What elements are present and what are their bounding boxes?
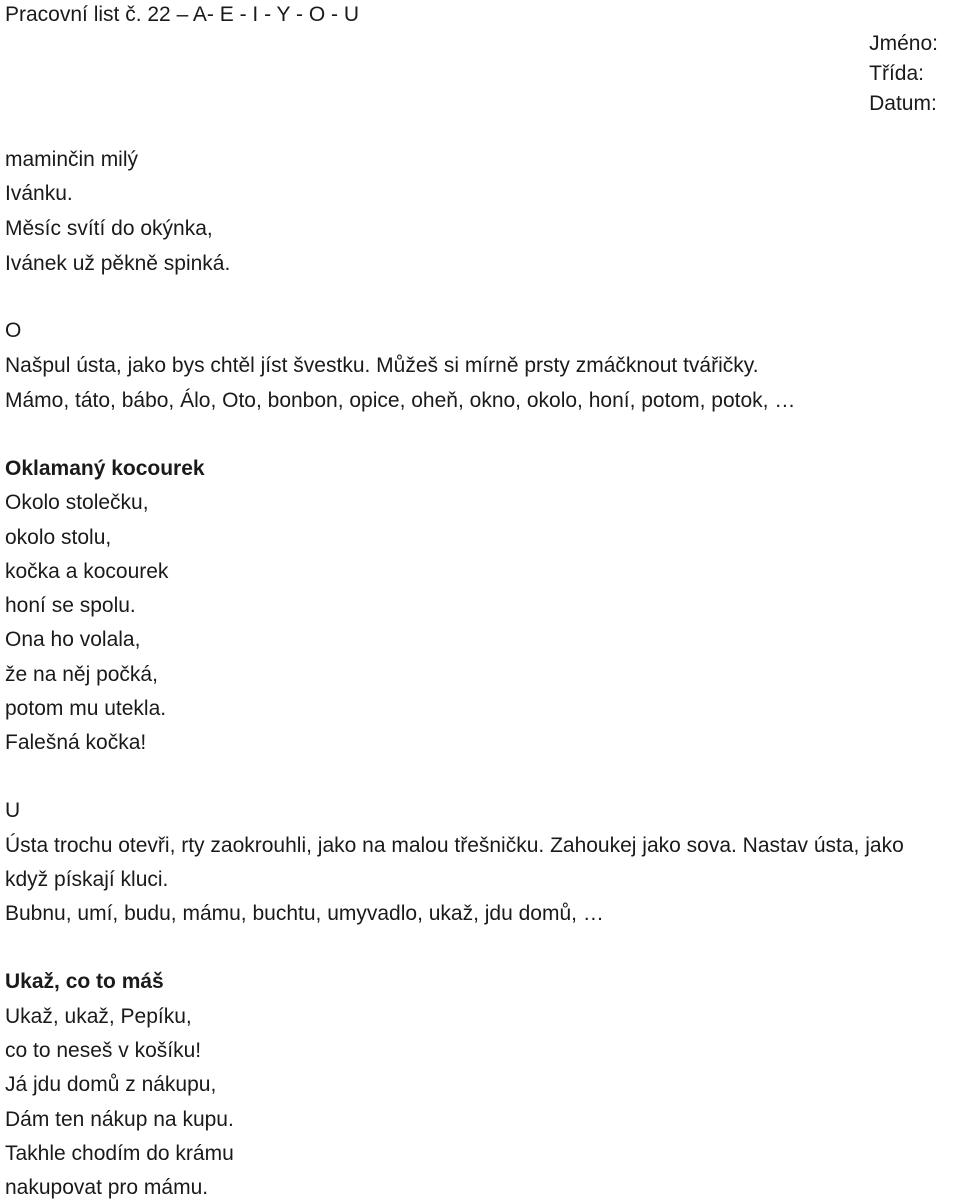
- poem2-line: kočka a kocourek: [5, 560, 169, 583]
- poem3-line: Ukaž, ukaž, Pepíku,: [5, 1005, 192, 1028]
- section-u-instruction: když pískají kluci.: [5, 868, 169, 891]
- section-u-instruction: Ústa trochu otevři, rty zaokrouhli, jako na malou třešničku. Zahoukej jako sova. Nastav ústa, jako: [5, 834, 904, 857]
- poem2-line: Ona ho volala,: [5, 628, 141, 651]
- class-label: Třída:: [869, 62, 924, 85]
- poem3-title: Ukaž, co to máš: [5, 970, 164, 993]
- poem1-line: Měsíc svítí do okýnka,: [5, 217, 213, 240]
- poem2-title: Oklamaný kocourek: [5, 457, 205, 480]
- poem3-line: co to neseš v košíku!: [5, 1039, 202, 1062]
- poem1-line: Ivánku.: [5, 182, 73, 205]
- name-label: Jméno:: [869, 32, 938, 55]
- poem2-line: honí se spolu.: [5, 594, 136, 617]
- poem3-line: Takhle chodím do krámu: [5, 1142, 234, 1165]
- date-label: Datum:: [869, 92, 937, 115]
- poem2-line: potom mu utekla.: [5, 697, 167, 720]
- poem2-line: že na něj počká,: [5, 663, 158, 686]
- student-info-block: [869, 29, 938, 119]
- poem2-line: Okolo stolečku,: [5, 491, 149, 514]
- poem2-line: Falešná kočka!: [5, 731, 147, 754]
- section-o-instruction: Našpul ústa, jako bys chtěl jíst švestku. Můžeš si mírně prsty zmáčknout tvářičky.: [5, 354, 759, 377]
- poem3-line: nakupovat pro mámu.: [5, 1176, 209, 1199]
- worksheet-title: Pracovní list č. 22 – A- E - I - Y - O - U: [5, 3, 359, 26]
- section-o-words: Mámo, táto, bábo, Álo, Oto, bonbon, opice, oheň, okno, okolo, honí, potom, potok, …: [5, 389, 796, 412]
- poem2-line: okolo stolu,: [5, 526, 112, 549]
- poem3-line: Já jdu domů z nákupu,: [5, 1073, 217, 1096]
- section-u-words: Bubnu, umí, budu, mámu, buchtu, umyvadlo, ukaž, jdu domů, …: [5, 902, 604, 925]
- poem3-line: Dám ten nákup na kupu.: [5, 1108, 234, 1131]
- poem1-line: Ivánek už pěkně spinká.: [5, 252, 231, 275]
- poem1-line: maminčin milý: [5, 148, 139, 171]
- section-o-letter: O: [5, 319, 22, 342]
- section-u-letter: U: [5, 799, 21, 822]
